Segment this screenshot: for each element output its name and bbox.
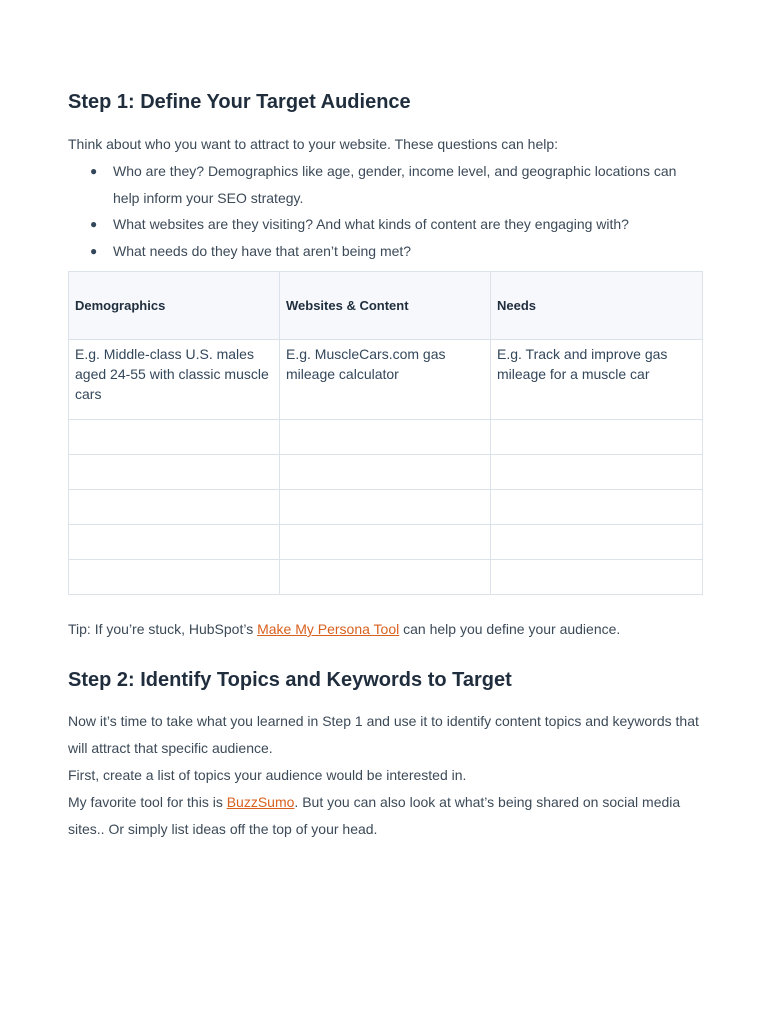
table-cell[interactable] <box>280 490 491 525</box>
tip-text <box>68 616 702 643</box>
step1-intro: Think about who you want to attract to your website. These questions can help: <box>68 136 559 152</box>
table-cell[interactable] <box>491 525 703 560</box>
column-header-demographics: Demographics <box>69 272 280 340</box>
table-cell[interactable] <box>69 490 280 525</box>
table-cell[interactable] <box>280 420 491 455</box>
table-cell: E.g. MuscleCars.com gas mileage calculator <box>280 340 491 420</box>
bullet-icon: ● <box>90 217 98 231</box>
table-row <box>69 340 703 420</box>
tip-suffix: can help you define your audience. <box>399 621 621 637</box>
list-item <box>68 158 702 211</box>
bullet-icon: ● <box>90 243 98 258</box>
step2-paragraph-3 <box>68 789 702 843</box>
table-cell: E.g. Track and improve gas mileage for a muscle car <box>491 340 703 420</box>
column-header-websites: Websites & Content <box>280 272 491 340</box>
column-header-needs: Needs <box>491 272 703 340</box>
list-item <box>68 211 702 238</box>
table-cell[interactable] <box>491 455 703 490</box>
persona-tool-link[interactable]: Make My Persona Tool <box>257 621 400 637</box>
table-cell[interactable] <box>280 525 491 560</box>
table-cell[interactable] <box>69 455 280 490</box>
bullet-icon: ● <box>90 164 98 178</box>
question-list <box>68 158 702 264</box>
table-cell[interactable] <box>280 560 491 595</box>
step2-heading: Step 2: Identify Topics and Keywords to Target <box>68 669 512 691</box>
table-row <box>69 455 703 490</box>
table-row <box>69 420 703 455</box>
step2-paragraph-1: Now it’s time to take what you learned in Step 1 and use it to identify content topics and keywords that will attract that specific audience. <box>68 713 699 756</box>
table-cell[interactable] <box>69 560 280 595</box>
buzzsumo-link[interactable]: BuzzSumo <box>226 794 295 810</box>
para3-prefix: My favorite tool for this is <box>68 794 227 810</box>
step1-heading: Step 1: Define Your Target Audience <box>68 91 411 113</box>
bullet-text: Who are they? Demographics like age, gender, income level, and geographic locations can help inform your SEO strategy. <box>113 163 677 206</box>
bullet-text: What needs do they have that aren’t being met? <box>113 242 412 259</box>
tip-prefix: Tip: If you’re stuck, HubSpot’s <box>68 621 258 637</box>
step2-body <box>68 708 702 843</box>
para3-suffix: . But you can also look at what’s being shared on social media sites.. Or simply list ideas off the top of your head. <box>68 794 681 837</box>
list-item <box>68 238 702 265</box>
table-row <box>69 490 703 525</box>
table-row <box>69 560 703 595</box>
table-cell[interactable] <box>491 420 703 455</box>
table-cell[interactable] <box>69 525 280 560</box>
table-cell[interactable] <box>491 560 703 595</box>
table-cell[interactable] <box>280 455 491 490</box>
table-cell: E.g. Middle-class U.S. males aged 24-55 with classic muscle cars <box>69 340 280 420</box>
audience-table <box>68 271 703 595</box>
table-cell[interactable] <box>69 420 280 455</box>
bullet-text: What websites are they visiting? And what kinds of content are they engaging with? <box>113 216 629 232</box>
table-cell[interactable] <box>491 490 703 525</box>
table-header-row <box>69 272 703 340</box>
step2-paragraph-2: First, create a list of topics your audience would be interested in. <box>68 767 467 783</box>
table-row <box>69 525 703 560</box>
